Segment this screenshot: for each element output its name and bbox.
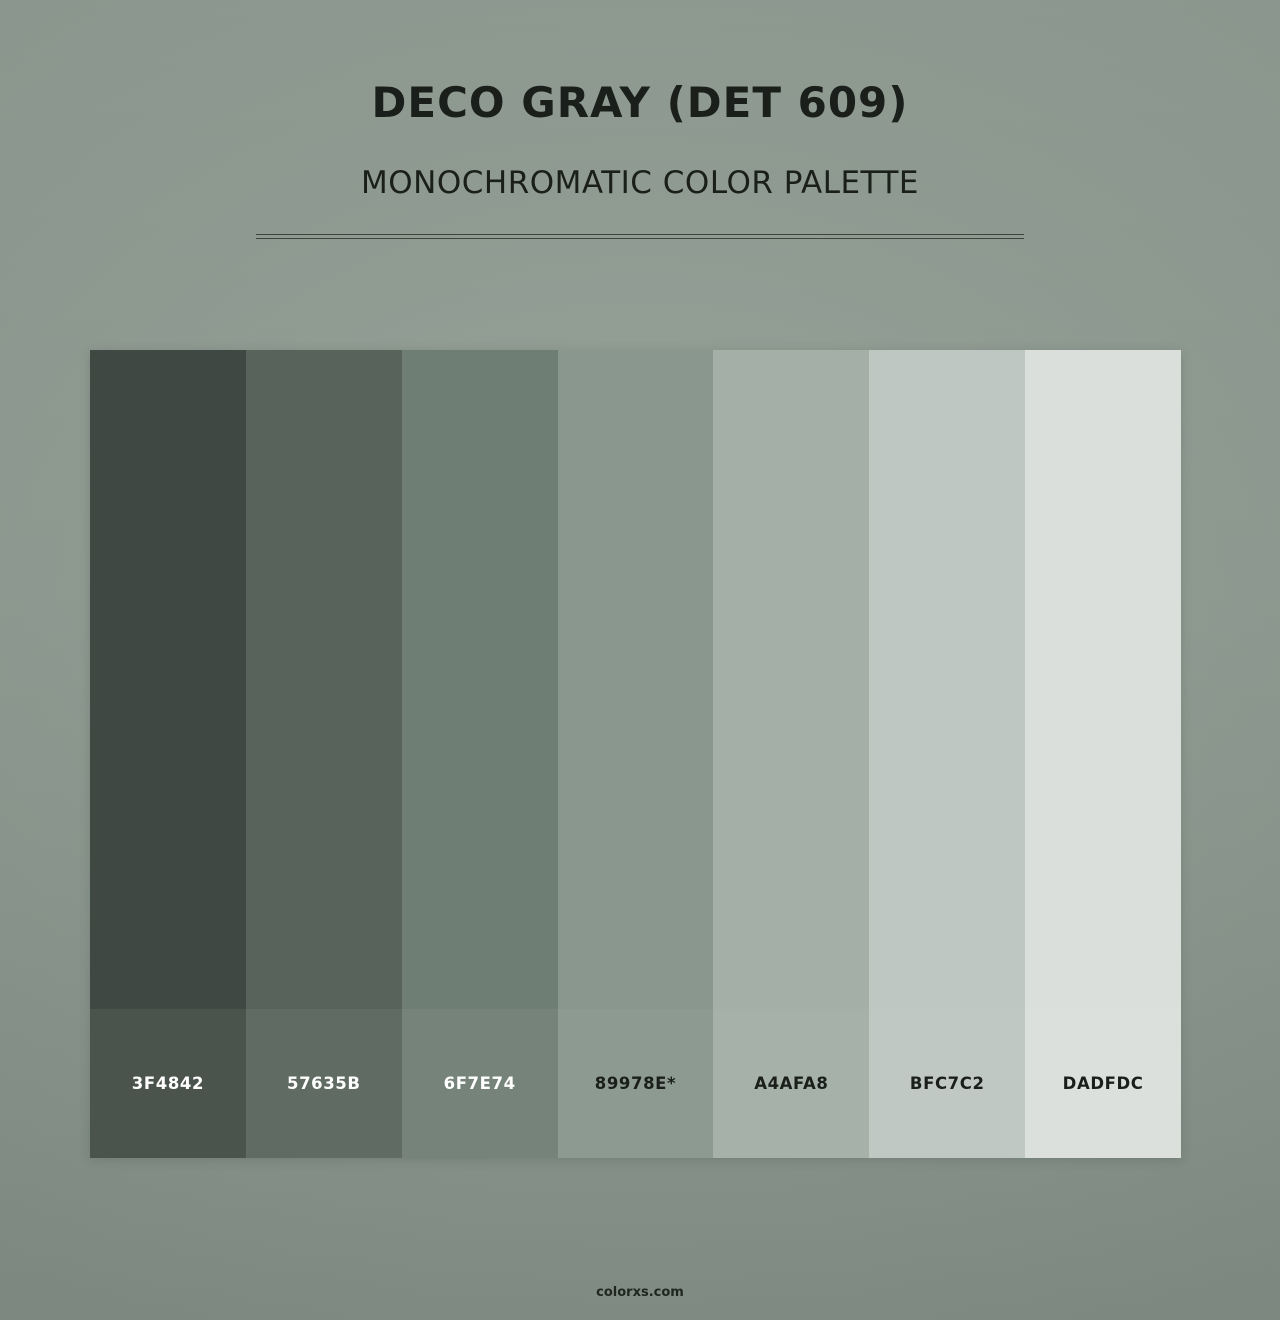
- color-swatch[interactable]: [402, 350, 558, 1158]
- swatch-color-block: [713, 350, 869, 1009]
- swatch-hex-label: 6F7E74: [402, 1009, 558, 1158]
- swatch-color-block: [869, 350, 1025, 1009]
- color-swatch[interactable]: [90, 350, 246, 1158]
- color-swatch[interactable]: [713, 350, 869, 1158]
- swatch-color-block: [246, 350, 402, 1009]
- swatch-color-block: [402, 350, 558, 1009]
- color-swatch[interactable]: [558, 350, 714, 1158]
- page-subtitle: MONOCHROMATIC COLOR PALETTE: [361, 165, 919, 201]
- color-swatch[interactable]: [869, 350, 1025, 1158]
- site-credit: colorxs.com: [596, 1285, 684, 1300]
- swatch-hex-label: 3F4842: [90, 1009, 246, 1158]
- swatch-hex-label: A4AFA8: [713, 1009, 869, 1158]
- swatch-hex-label: 57635B: [246, 1009, 402, 1158]
- page-title: DECO GRAY (DET 609): [371, 78, 909, 127]
- swatch-hex-label: DADFDC: [1025, 1009, 1181, 1158]
- swatch-hex-label: 89978E*: [558, 1009, 714, 1158]
- swatch-color-block: [1025, 350, 1181, 1009]
- swatch-hex-label: BFC7C2: [869, 1009, 1025, 1158]
- color-palette: [90, 350, 1181, 1158]
- swatch-color-block: [558, 350, 714, 1009]
- swatch-color-block: [90, 350, 246, 1009]
- color-swatch[interactable]: [246, 350, 402, 1158]
- title-divider: [256, 234, 1024, 239]
- color-swatch[interactable]: [1025, 350, 1181, 1158]
